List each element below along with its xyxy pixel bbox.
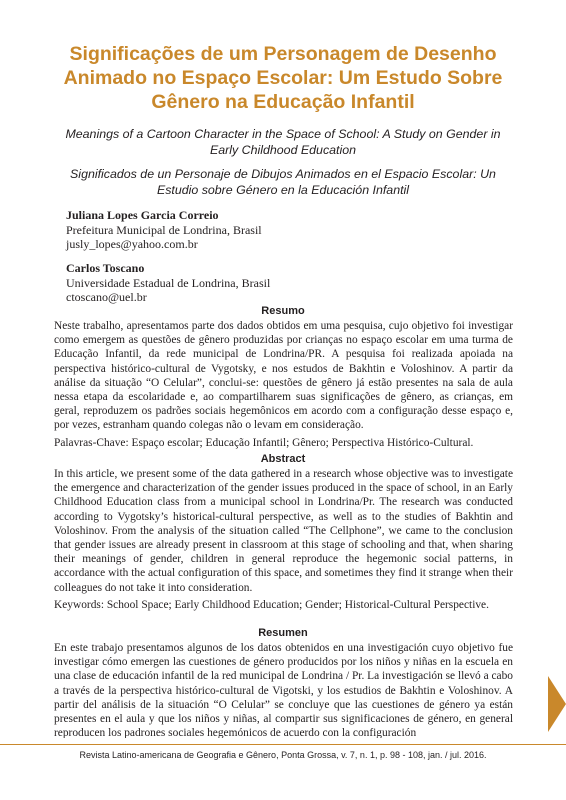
author-email: ctoscano@uel.br <box>66 290 147 304</box>
resumo-heading: Resumo <box>261 305 305 317</box>
abstract-text: In this article, we present some of the data gathered in a research whose objective was to investigate the emergence and characterization of the gender issues produced in the space of school, in an Early Childhood Education class from a municipal school in Londrina/Pr. The research was conducted according to Vygotsky’s historical-cultural perspective, as well as to the studies of Bakhtin and Voloshinov. From the analysis of the situation called “The Cellphone”, we came to the conclusion that gender issues are already present in classroom at this stage of schooling and that, when sharing their meanings of gender, children in general reproduce the hegemonic social patterns, in accordance with the actual configuration of this space, and sometimes they find it strange when their colleagues do not take it into consideration. <box>54 468 513 594</box>
article-title: Significações de um Personagem de Desenho Animado no Espaço Escolar: Um Estudo Sobre Gênero na Educação Infantil <box>63 43 503 113</box>
author-block-2 <box>66 261 270 305</box>
footer-divider <box>0 744 566 745</box>
chevron-right-icon[interactable] <box>548 676 566 732</box>
author-name: Juliana Lopes Garcia Correio <box>66 208 219 222</box>
resumen-text: En este trabajo presentamos algunos de los datos obtenidos en una investigación cuyo objetivo fue investigar cómo emergen las cuestiones de género producidos por los niños y niñas en la escuela en una clase de educación infantil de la red municipal de Londrina / Pr. La investigación se llevó a cabo a través de la perspectiva histórico-cultural de Vigotski, y los estudios de Bakhtin e Voloshinov. A partir del análisis de la situación “O Celular” se concluye que las cuestiones de género ya están presentes en el aula y que los niños y niñas, al compartir sus significaciones de género, en general reproducen los padrones sociales hegemónicos de acuerdo con la configuración <box>54 642 513 738</box>
keywords-portuguese: Palavras-Chave: Espaço escolar; Educação Infantil; Gênero; Perspectiva Histórico-Cultural. <box>54 437 474 449</box>
subtitle-spanish: Significados de un Personaje de Dibujos Animados en el Espacio Escolar: Un Estudio sobre Género en la Educación Infantil <box>70 167 496 197</box>
author-affiliation: Universidade Estadual de Londrina, Brasil <box>66 275 271 290</box>
author-affiliation: Prefeitura Municipal de Londrina, Brasil <box>66 222 262 237</box>
author-block-1 <box>66 208 262 252</box>
resumen-heading: Resumen <box>258 627 308 639</box>
journal-footer: Revista Latino-americana de Geografia e Gênero, Ponta Grossa, v. 7, n. 1, p. 98 - 108, jan. / jul. 2016. <box>79 750 487 760</box>
subtitle-english: Meanings of a Cartoon Character in the Space of School: A Study on Gender in Early Childhood Education <box>65 127 501 157</box>
author-name: Carlos Toscano <box>66 261 145 275</box>
abstract-heading: Abstract <box>260 453 306 465</box>
resumo-text: Neste trabalho, apresentamos parte dos dados obtidos em uma pesquisa, cujo objetivo foi investigar como emergem as questões de gênero produzidas por crianças no espaço escolar em uma turma de Educação Infantil, da rede municipal de Londrina/PR. A pesquisa foi realizada apoiada na perspectiva histórico-cultural de Vygotsky, e nos estudos de Bakhtin e Voloshinov. A partir da análise da situação “O Celular”, conclui-se: questões de gênero já estão presentes na sala de aula nessa etapa da escolaridade e, ao compartilharem suas significações de gênero, as crianças, em geral, reproduzem os padrões sociais hegemônicos em acordo com a configuração desse espaço e, por vezes, estranham quando colegas não o levam em consideração. <box>54 320 513 432</box>
keywords-english: Keywords: School Space; Early Childhood Education; Gender; Historical-Cultural Perspective. <box>54 599 489 611</box>
author-email: jusly_lopes@yahoo.com.br <box>66 237 198 251</box>
